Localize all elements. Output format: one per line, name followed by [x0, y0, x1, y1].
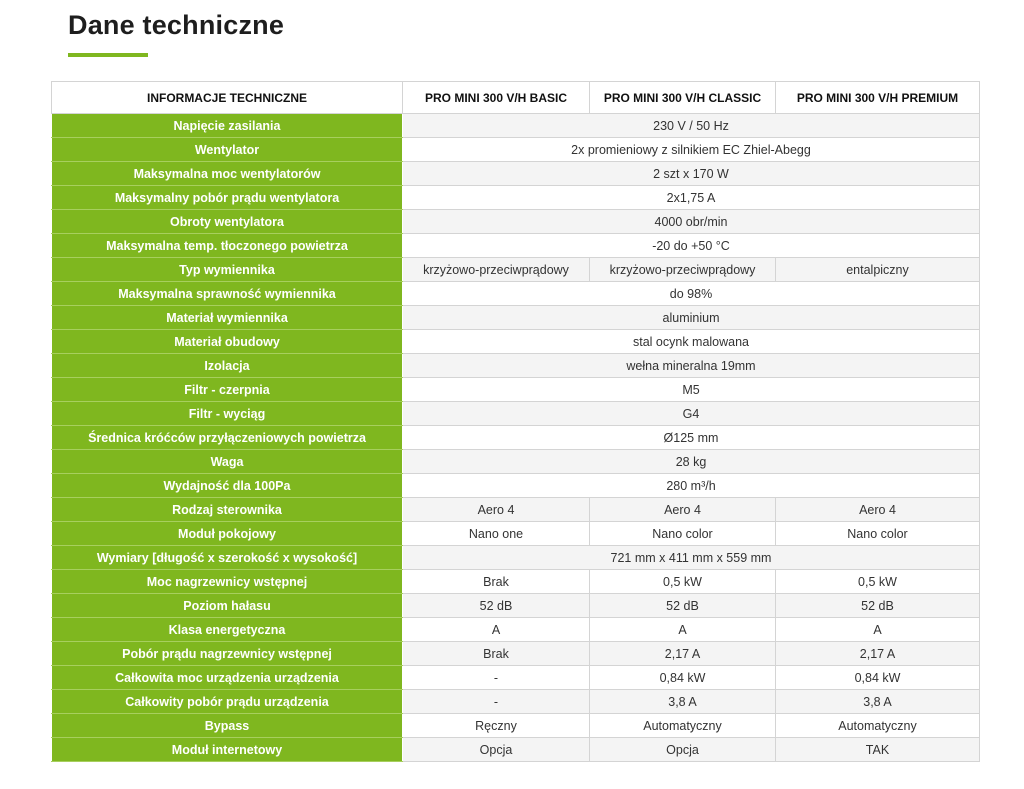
row-label: Klasa energetyczna [52, 618, 403, 642]
page-title: Dane techniczne [68, 10, 285, 40]
row-value-shared: 2x1,75 A [403, 186, 980, 210]
table-header-row [52, 82, 980, 114]
row-value-classic: 0,84 kW [590, 666, 776, 690]
row-value-shared: 230 V / 50 Hz [403, 114, 980, 138]
table-row [52, 570, 980, 594]
row-value-basic: - [403, 666, 590, 690]
row-label: Pobór prądu nagrzewnicy wstępnej [52, 642, 403, 666]
row-value-classic: krzyżowo-przeciwprądowy [590, 258, 776, 282]
row-label: Poziom hałasu [52, 594, 403, 618]
row-value-basic: Ręczny [403, 714, 590, 738]
row-label: Wymiary [długość x szerokość x wysokość] [52, 546, 403, 570]
column-header-basic: PRO MINI 300 V/H BASIC [403, 82, 590, 114]
table-row [52, 282, 980, 306]
table-row [52, 498, 980, 522]
table-row [52, 690, 980, 714]
row-label: Maksymalna sprawność wymiennika [52, 282, 403, 306]
table-row [52, 402, 980, 426]
row-label: Bypass [52, 714, 403, 738]
row-value-premium: 52 dB [776, 594, 980, 618]
row-value-shared: 4000 obr/min [403, 210, 980, 234]
table-row [52, 474, 980, 498]
table-row [52, 210, 980, 234]
row-value-classic: Aero 4 [590, 498, 776, 522]
row-label: Rodzaj sterownika [52, 498, 403, 522]
row-value-basic: A [403, 618, 590, 642]
table-row [52, 522, 980, 546]
row-label: Typ wymiennika [52, 258, 403, 282]
row-value-classic: 0,5 kW [590, 570, 776, 594]
row-value-shared: 721 mm x 411 mm x 559 mm [403, 546, 980, 570]
row-value-shared: aluminium [403, 306, 980, 330]
row-value-classic: Opcja [590, 738, 776, 762]
row-label: Materiał wymiennika [52, 306, 403, 330]
table-row [52, 450, 980, 474]
table-row [52, 258, 980, 282]
row-label: Waga [52, 450, 403, 474]
row-value-classic: A [590, 618, 776, 642]
table-row [52, 738, 980, 762]
column-header-info: INFORMACJE TECHNICZNE [52, 82, 403, 114]
column-header-premium: PRO MINI 300 V/H PREMIUM [776, 82, 980, 114]
row-value-shared: wełna mineralna 19mm [403, 354, 980, 378]
row-label: Izolacja [52, 354, 403, 378]
table-row [52, 186, 980, 210]
row-value-classic: Nano color [590, 522, 776, 546]
row-value-basic: Nano one [403, 522, 590, 546]
row-label: Moduł internetowy [52, 738, 403, 762]
column-header-classic: PRO MINI 300 V/H CLASSIC [590, 82, 776, 114]
row-value-shared: 2x promieniowy z silnikiem EC Zhiel-Abegg [403, 138, 980, 162]
table-row [52, 138, 980, 162]
row-value-basic: Brak [403, 642, 590, 666]
row-value-premium: TAK [776, 738, 980, 762]
row-value-premium: 2,17 A [776, 642, 980, 666]
row-value-shared: 28 kg [403, 450, 980, 474]
row-label: Materiał obudowy [52, 330, 403, 354]
row-value-premium: 0,5 kW [776, 570, 980, 594]
row-value-classic: Automatyczny [590, 714, 776, 738]
row-label: Napięcie zasilania [52, 114, 403, 138]
row-value-shared: 280 m³/h [403, 474, 980, 498]
table-row [52, 426, 980, 450]
table-row [52, 642, 980, 666]
row-label: Obroty wentylatora [52, 210, 403, 234]
row-value-shared: M5 [403, 378, 980, 402]
row-value-premium: entalpiczny [776, 258, 980, 282]
table-row [52, 378, 980, 402]
row-value-shared: 2 szt x 170 W [403, 162, 980, 186]
row-value-basic: Brak [403, 570, 590, 594]
table-row [52, 114, 980, 138]
table-row [52, 330, 980, 354]
row-value-premium: Nano color [776, 522, 980, 546]
table-row [52, 714, 980, 738]
row-value-classic: 2,17 A [590, 642, 776, 666]
row-value-basic: Opcja [403, 738, 590, 762]
row-value-premium: A [776, 618, 980, 642]
table-row [52, 666, 980, 690]
row-label: Moduł pokojowy [52, 522, 403, 546]
row-label: Maksymalna temp. tłoczonego powietrza [52, 234, 403, 258]
row-value-premium: Aero 4 [776, 498, 980, 522]
row-value-basic: krzyżowo-przeciwprądowy [403, 258, 590, 282]
row-value-basic: - [403, 690, 590, 714]
row-value-shared: stal ocynk malowana [403, 330, 980, 354]
row-value-shared: G4 [403, 402, 980, 426]
table-row [52, 234, 980, 258]
row-label: Wydajność dla 100Pa [52, 474, 403, 498]
row-value-basic: 52 dB [403, 594, 590, 618]
table-row [52, 162, 980, 186]
row-label: Wentylator [52, 138, 403, 162]
row-value-shared: Ø125 mm [403, 426, 980, 450]
row-label: Całkowity pobór prądu urządzenia [52, 690, 403, 714]
row-value-shared: do 98% [403, 282, 980, 306]
row-label: Maksymalny pobór prądu wentylatora [52, 186, 403, 210]
row-label: Średnica króćców przyłączeniowych powietrza [52, 426, 403, 450]
row-label: Filtr - wyciąg [52, 402, 403, 426]
title-underline [68, 53, 148, 57]
table-row [52, 594, 980, 618]
row-label: Filtr - czerpnia [52, 378, 403, 402]
row-value-premium: 3,8 A [776, 690, 980, 714]
row-label: Moc nagrzewnicy wstępnej [52, 570, 403, 594]
row-value-basic: Aero 4 [403, 498, 590, 522]
row-value-premium: 0,84 kW [776, 666, 980, 690]
row-value-premium: Automatyczny [776, 714, 980, 738]
table-row [52, 618, 980, 642]
table-row [52, 354, 980, 378]
row-label: Maksymalna moc wentylatorów [52, 162, 403, 186]
row-value-classic: 3,8 A [590, 690, 776, 714]
row-label: Całkowita moc urządzenia urządzenia [52, 666, 403, 690]
spec-table [51, 81, 980, 762]
table-row [52, 306, 980, 330]
table-row [52, 546, 980, 570]
row-value-classic: 52 dB [590, 594, 776, 618]
row-value-shared: -20 do +50 °C [403, 234, 980, 258]
